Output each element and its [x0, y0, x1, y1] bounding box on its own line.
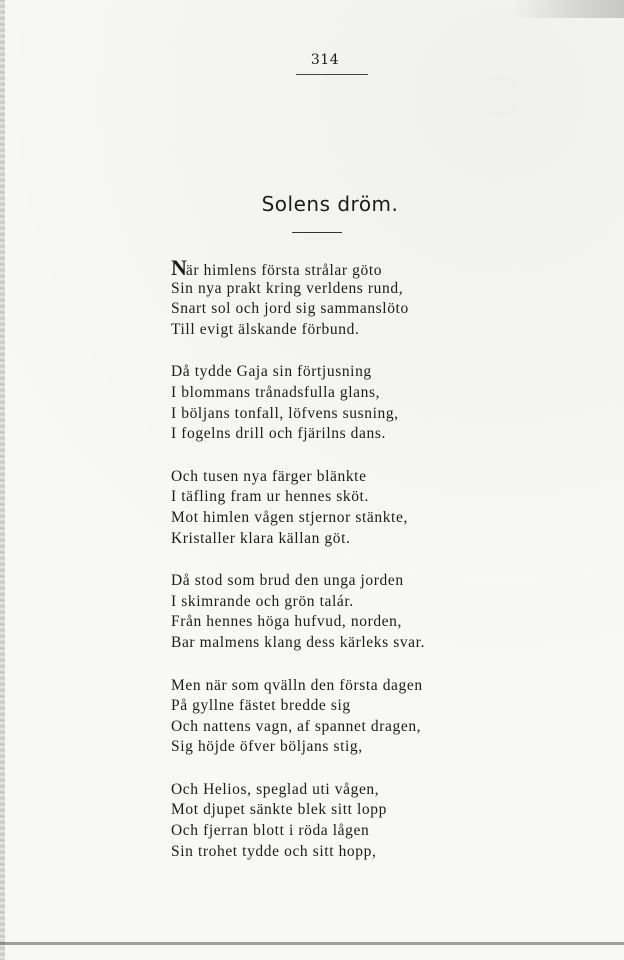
page-number: 314: [310, 52, 340, 68]
poem-line: Sin nya prakt kring verldens rund,: [171, 279, 404, 297]
poem-line: Men när som qvälln den första dagen: [171, 676, 423, 694]
stanza-6: [171, 780, 481, 862]
poem-line: I böljans tonfall, löfvens susning,: [171, 404, 399, 422]
poem-line: Sin trohet tydde och sitt hopp,: [171, 842, 377, 860]
poem-line: Och fjerran blott i röda lågen: [171, 822, 370, 840]
poem-line: Sig höjde öfver böljans stig,: [171, 738, 363, 756]
poem-line: Och tusen nya färger blänkte: [171, 467, 367, 485]
poem-line: I täfling fram ur hennes sköt.: [171, 488, 369, 506]
poem-title: Solens dröm.: [261, 192, 399, 216]
poem-line: Mot djupet sänkte blek sitt lopp: [171, 801, 387, 819]
poem-line: Då tydde Gaja sin förtjusning: [171, 363, 372, 381]
poem-line: Och nattens vagn, af spannet dragen,: [171, 717, 422, 735]
page-number-rule: [296, 74, 368, 75]
poem-line: Och Helios, speglad uti vågen,: [171, 780, 380, 798]
poem-line: Snart sol och jord sig sammanslöto: [171, 300, 409, 318]
stanza-3: [171, 467, 481, 549]
poem-line: Från hennes höga hufvud, norden,: [171, 613, 402, 631]
stanza-5: [171, 676, 481, 758]
poem-line: I skimrande och grön talár.: [171, 592, 354, 610]
scan-smudge: [514, 0, 624, 18]
title-rule: [292, 232, 342, 233]
poem-line: Mot himlen vågen stjernor stänkte,: [171, 508, 408, 526]
stanza-4: [171, 571, 481, 653]
poem-line: Bar malmens klang dess kärleks svar.: [171, 633, 426, 651]
page-bottom-edge: [0, 942, 624, 945]
page-binding-edge: [0, 0, 5, 960]
initial-letter: N: [171, 255, 186, 280]
poem-line: På gyllne fästet bredde sig: [171, 697, 351, 715]
poem-line: I blommans trånadsfulla glans,: [171, 383, 381, 401]
first-line-rest: är himlens första strålar göto: [185, 262, 383, 279]
stanza-1: [171, 255, 481, 340]
poem-line: Då stod som brud den unga jorden: [171, 572, 404, 590]
poem-line: Kristaller klara källan göt.: [171, 529, 351, 547]
poem-line: Till evigt älskande förbund.: [171, 320, 360, 338]
poem-line-1: [171, 255, 481, 280]
poem-body: [171, 255, 481, 884]
stanza-2: [171, 362, 481, 444]
poem-line: I fogelns drill och fjärilns dans.: [171, 425, 386, 443]
